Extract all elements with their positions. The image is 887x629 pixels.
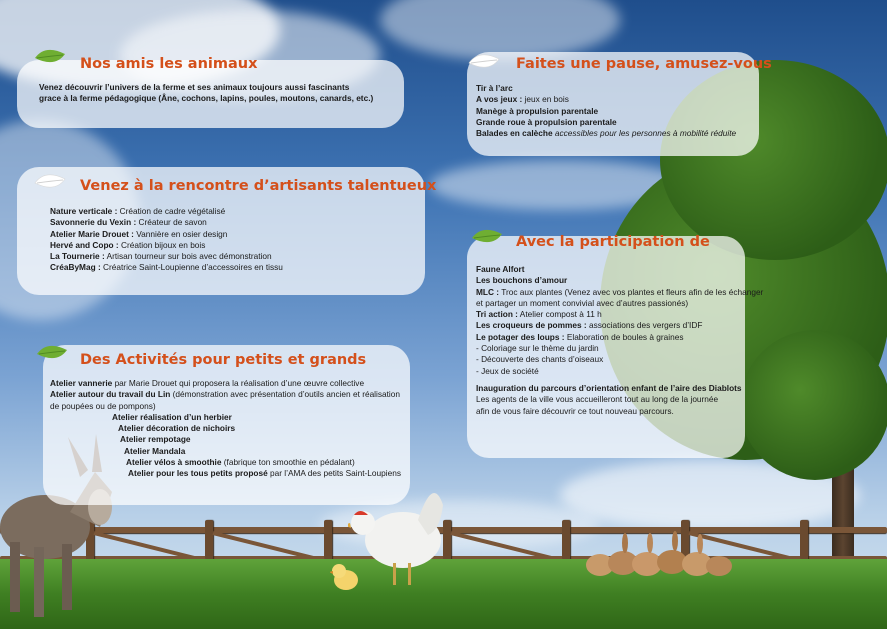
activite-lin-suite: de poupées ou de pompons) bbox=[50, 400, 156, 411]
inauguration-title: Inauguration du parcours d’orientation enfant de l’aire des Diablots bbox=[476, 382, 742, 393]
participant-mlc: MLC : Troc aux plantes (Venez avec vos plantes et fleurs afin de les échanger bbox=[476, 286, 764, 297]
activite-rempotage: Atelier rempotage bbox=[120, 434, 191, 445]
inauguration-text: Les agents de la ville vous accueilleront tout au long de la journée bbox=[476, 394, 719, 405]
participant-potager: Le potager des loups : Elaboration de boules à graines bbox=[476, 331, 684, 342]
activite-vannerie: Atelier vannerie par Marie Drouet qui proposera la réalisation d’une œuvre collective bbox=[50, 378, 365, 388]
chick bbox=[330, 560, 362, 596]
potager-sub-item: - Jeux de société bbox=[476, 365, 539, 376]
participant-faune: Faune Alfort bbox=[476, 264, 525, 274]
leaf-icon bbox=[33, 173, 67, 193]
artisans-title: Venez à la rencontre d’artisants talentueux bbox=[80, 178, 437, 194]
leaf-icon bbox=[467, 53, 501, 73]
potager-sub-item: - Découverte des chants d’oiseaux bbox=[476, 354, 604, 365]
activite-herbier: Atelier réalisation d’un herbier bbox=[112, 411, 232, 422]
rabbits bbox=[585, 527, 735, 579]
pause-tir: Tir à l’arc bbox=[476, 83, 513, 93]
activite-nichoirs: Atelier décoration de nichoirs bbox=[118, 423, 236, 434]
artisan-item: Hervé and Copo : Création bijoux en bois bbox=[50, 239, 206, 250]
pause-manege: Manège à propulsion parentale bbox=[476, 105, 599, 116]
animaux-line-2: grace à la ferme pédagogique (Âne, cochons, lapins, poules, moutons, canards, etc.) bbox=[39, 93, 374, 104]
activite-velos: Atelier vélos à smoothie (fabrique ton smoothie en pédalant) bbox=[126, 457, 355, 468]
participant-croqueurs: Les croqueurs de pommes : associations des vergers d’IDF bbox=[476, 320, 703, 331]
pause-title: Faites une pause, amusez-vous bbox=[516, 56, 772, 72]
activite-petits: Atelier pour les tous petits proposé par l’AMA des petits Saint-Loupiens bbox=[128, 468, 401, 479]
pause-roue: Grande roue à propulsion parentale bbox=[476, 116, 617, 127]
leaf-icon bbox=[35, 344, 69, 364]
artisan-item: CréaByMag : Créatrice Saint-Loupienne d’accessoires en tissu bbox=[50, 262, 283, 273]
panel-participation bbox=[467, 236, 764, 458]
panel-activites bbox=[43, 345, 410, 505]
leaf-icon bbox=[33, 48, 67, 68]
potager-sub-item: - Coloriage sur le thème du jardin bbox=[476, 343, 599, 354]
participation-title: Avec la participation de bbox=[516, 234, 710, 250]
pause-jeux: A vos jeux : jeux en bois bbox=[476, 94, 569, 105]
artisan-item: Savonnerie du Vexin : Créateur de savon bbox=[50, 217, 207, 228]
activite-mandala: Atelier Mandala bbox=[124, 445, 186, 456]
inauguration-text: afin de vous faire découvrir ce tout nouveau parcours. bbox=[476, 405, 674, 416]
artisan-item: Atelier Marie Drouet : Vannière en osier design bbox=[50, 228, 228, 239]
leaf-icon bbox=[470, 228, 504, 248]
activite-lin: Atelier autour du travail du Lin (démonstration avec présentation d’outils ancien et réalisation bbox=[50, 389, 401, 400]
animaux-title: Nos amis les animaux bbox=[80, 56, 258, 72]
cloud bbox=[380, 0, 620, 60]
artisan-item: La Tournerie : Artisan tourneur sur bois avec démonstration bbox=[50, 251, 272, 262]
participant-mlc-suite: et partager un moment convivial avec d’autres passionés) bbox=[476, 297, 689, 308]
pause-caleche: Balades en calèche accessibles pour les personnes à mobilité réduite bbox=[476, 128, 737, 139]
participant-bouchons: Les bouchons d’amour bbox=[476, 275, 568, 286]
participant-tri: Tri action : Atelier compost à 11 h bbox=[476, 309, 602, 320]
artisan-item: Nature verticale : Création de cadre végétalisé bbox=[50, 206, 226, 216]
animaux-line-1: Venez découvrir l’univers de la ferme et ses animaux toujours aussi fascinants bbox=[39, 82, 350, 92]
activites-title: Des Activités pour petits et grands bbox=[80, 352, 367, 368]
